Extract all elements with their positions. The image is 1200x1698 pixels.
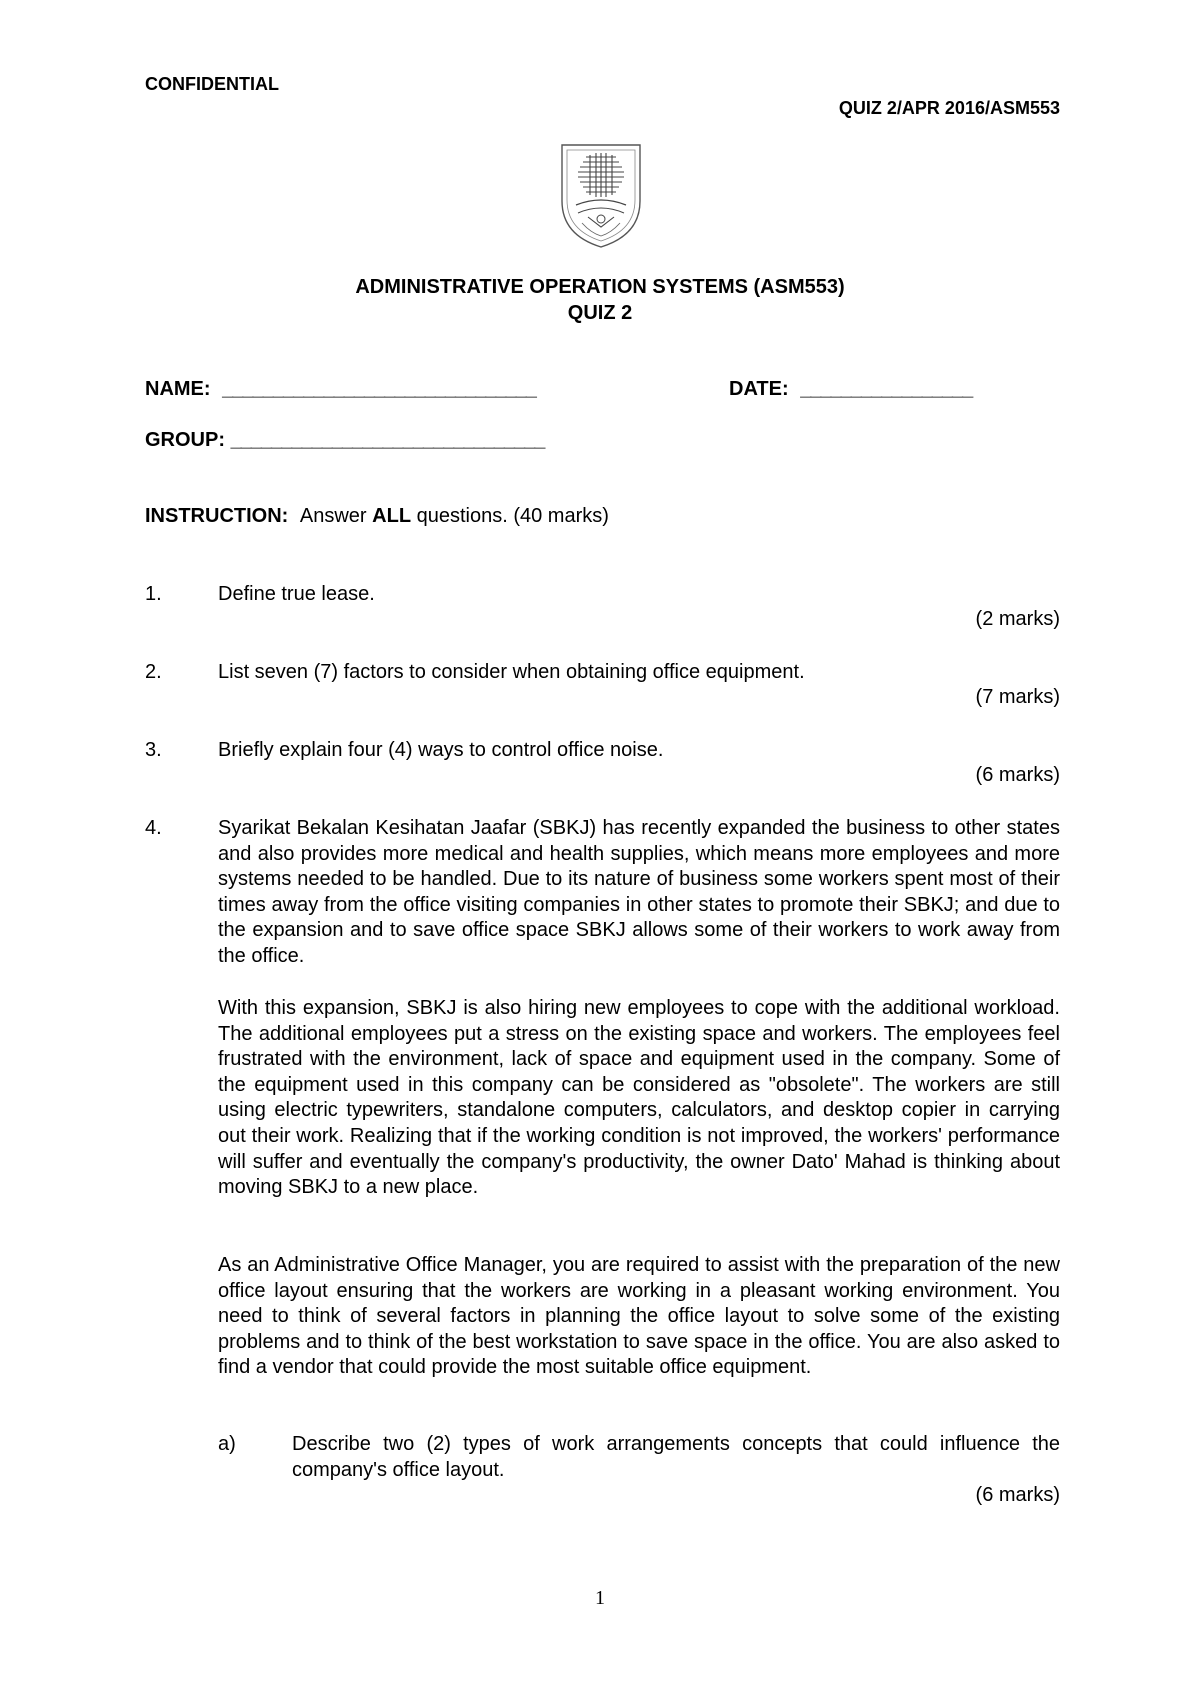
university-crest-icon — [558, 143, 644, 249]
question-4-paragraph-2: With this expansion, SBKJ is also hiring new employees to cope with the additional workload. The additional employees put a stress on the existing space and workers. The employees feel frustrated with the environment, lack of space and equipment used in the company. Some of the equipment used in this company can be considered as "obsolete". The workers are still using electric typewriters, standalone computers, calculators, and desktop copier in carrying out their work. Realizing that if the working condition is not improved, the workers' performance will suffer and eventually the company's productivity, the owner Dato' Mahad is thinking about moving SBKJ to a new place. — [218, 997, 1060, 1199]
quiz-title: QUIZ 2 — [567, 302, 633, 324]
date-blank: _________________ — [800, 378, 973, 400]
question-4a-text: Describe two (2) types of work arrangements concepts that could influence the company's office layout. — [292, 1433, 1060, 1481]
question-3-text: Briefly explain four (4) ways to control office noise. — [218, 739, 664, 761]
instruction-label: INSTRUCTION: — [145, 505, 289, 527]
course-title: ADMINISTRATIVE OPERATION SYSTEMS (ASM553) — [355, 276, 845, 298]
question-3-number: 3. — [145, 739, 162, 761]
question-3-marks: (6 marks) — [975, 764, 1060, 786]
date-label: DATE: — [729, 378, 789, 400]
group-blank: _______________________________ — [230, 429, 545, 451]
instruction — [145, 504, 609, 530]
question-1-marks: (2 marks) — [975, 608, 1060, 630]
question-2-text: List seven (7) factors to consider when obtaining office equipment. — [218, 661, 805, 683]
question-4a-marks: (6 marks) — [975, 1484, 1060, 1506]
question-4a-label: a) — [218, 1433, 236, 1455]
question-4-number: 4. — [145, 817, 162, 839]
instruction-pre: Answer — [299, 505, 367, 527]
group-label: GROUP: — [145, 429, 225, 451]
group-field — [145, 429, 544, 452]
date-field — [729, 378, 972, 401]
question-4-paragraph-1: Syarikat Bekalan Kesihatan Jaafar (SBKJ) has recently expanded the business to other states and also provides more medical and health supplies, which means more employees and more systems needed to be handled. Due to its nature of business some workers spent most of their times away from the office visiting companies in other states to promote their SBKJ; and due to the expansion and to save office space SBKJ allows some of their workers to work away from the office. — [218, 817, 1060, 967]
instruction-all: ALL — [372, 505, 412, 527]
name-label: NAME: — [145, 378, 211, 400]
instruction-post: questions. (40 marks) — [416, 505, 609, 527]
question-2-marks: (7 marks) — [975, 686, 1060, 708]
question-1-number: 1. — [145, 583, 162, 605]
name-blank: _______________________________ — [222, 378, 536, 400]
name-field — [145, 378, 536, 401]
question-2-number: 2. — [145, 661, 162, 683]
question-1-text: Define true lease. — [218, 583, 375, 605]
quiz-code: QUIZ 2/APR 2016/ASM553 — [838, 98, 1060, 118]
page-number: 1 — [595, 1587, 605, 1609]
question-4-paragraph-3: As an Administrative Office Manager, you are required to assist with the preparation of the new office layout ensuring that the workers are working in a pleasant working environment. You need to think of several factors in planning the office layout to solve some of the existing problems and to think of the best workstation to save space in the office. You are also asked to find a vendor that could provide the most suitable office equipment. — [218, 1254, 1060, 1379]
confidential-label: CONFIDENTIAL — [145, 74, 279, 94]
